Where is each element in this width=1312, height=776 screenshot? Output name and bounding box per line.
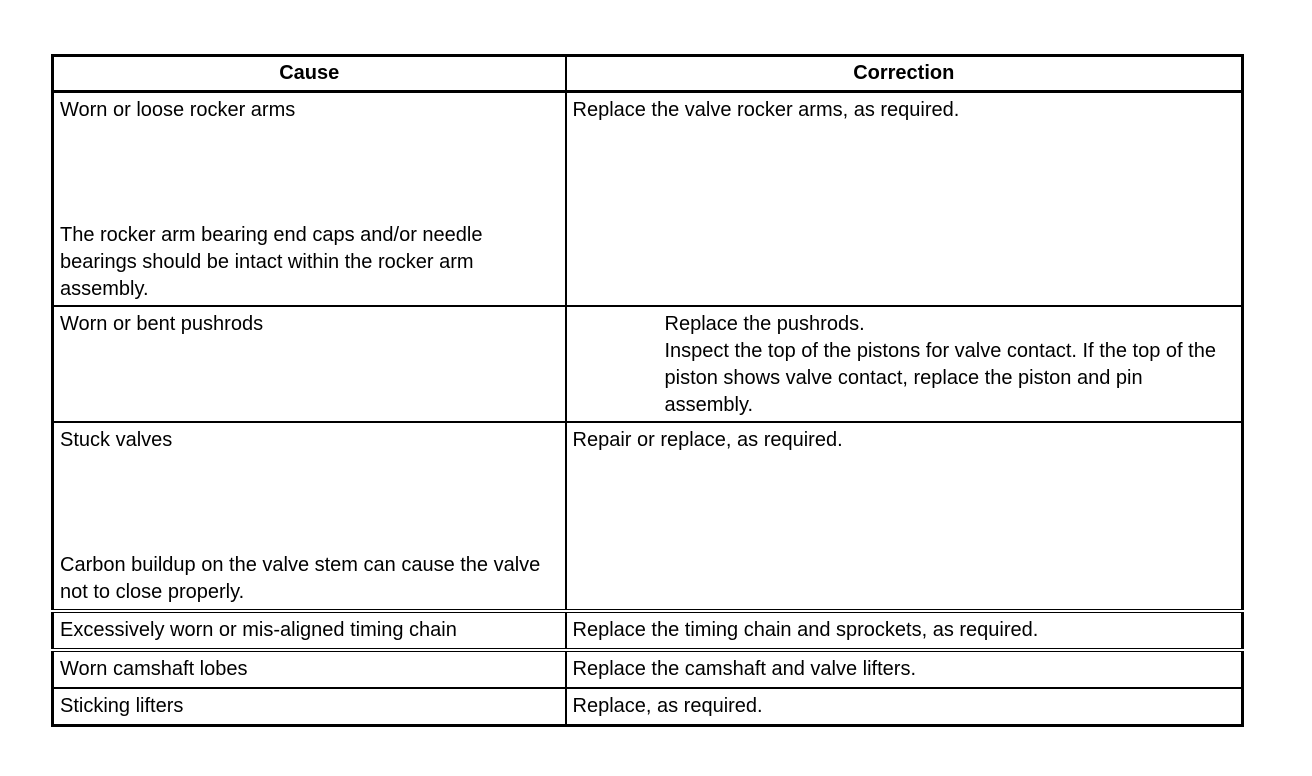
table-row <box>53 422 1243 611</box>
cause-cell: Sticking lifters <box>53 688 566 726</box>
cause-cell <box>53 422 566 611</box>
correction-cell <box>566 306 1243 422</box>
cause-cell: Worn camshaft lobes <box>53 650 566 688</box>
table-row <box>53 650 1243 688</box>
correction-cell: Replace the timing chain and sprockets, as required. <box>566 611 1243 650</box>
cause-cell: Excessively worn or mis-aligned timing chain <box>53 611 566 650</box>
table-header-row <box>53 56 1243 92</box>
cause-text: Stuck valves <box>60 429 173 451</box>
header-cause: Cause <box>53 56 566 92</box>
table-row <box>53 306 1243 422</box>
table-row <box>53 688 1243 726</box>
correction-cell: Replace the camshaft and valve lifters. <box>566 650 1243 688</box>
cause-note: The rocker arm bearing end caps and/or needle bearings should be intact within the rocker arm assembly. <box>60 224 483 300</box>
cause-correction-table <box>51 54 1244 727</box>
correction-note: Inspect the top of the pistons for valve contact. If the top of the piston shows valve contact, replace the piston and pin assembly. <box>664 340 1216 416</box>
correction-text: Repair or replace, as required. <box>572 429 843 451</box>
cause-cell <box>53 92 566 307</box>
correction-text: Replace the valve rocker arms, as required. <box>572 99 960 121</box>
cause-text: Worn or loose rocker arms <box>60 99 296 121</box>
correction-cell <box>566 422 1243 611</box>
cell-spacer <box>60 454 559 552</box>
correction-cell <box>566 92 1243 307</box>
cause-text: Worn or bent pushrods <box>60 313 264 335</box>
cell-spacer <box>60 124 559 222</box>
table-row <box>53 92 1243 307</box>
table-row <box>53 611 1243 650</box>
cause-note: Carbon buildup on the valve stem can cause the valve not to close properly. <box>60 554 541 603</box>
correction-indented-block <box>573 311 1236 419</box>
correction-cell: Replace, as required. <box>566 688 1243 726</box>
correction-text: Replace the pushrods. <box>664 313 865 335</box>
cause-cell <box>53 306 566 422</box>
header-correction: Correction <box>566 56 1243 92</box>
